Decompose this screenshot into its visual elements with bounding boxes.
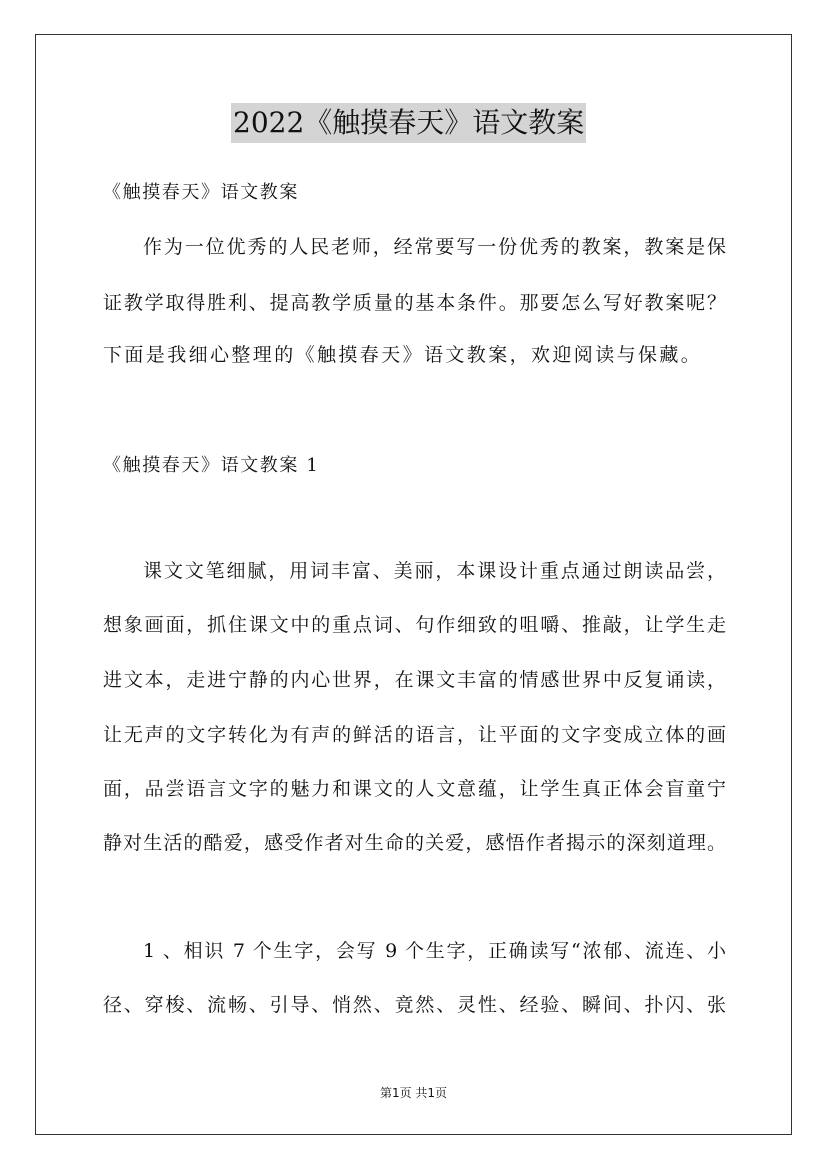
objective-line-1: 1 、相识 7 个生字，会写 9 个生字，正确读写“浓郁、流连、小 (143, 940, 726, 962)
body-line-5: 面，品尝语言文字的魅力和课文的人文意蕴，让学生真正体会盲童宁 (103, 778, 726, 800)
body-line-4: 让无声的文字转化为有声的鲜活的语言，让平面的文字变成立体的画 (103, 724, 726, 746)
intro-line-3: 下面是我细心整理的《触摸春天》语文教案，欢迎阅读与保藏。 (103, 344, 703, 366)
document-subtitle: 《触摸春天》语文教案 (103, 182, 299, 203)
body-line-2: 想象画面，抓住课文中的重点词、句作细致的咀嚼、推敲，让学生走 (103, 614, 726, 636)
objective-line-2: 径、穿梭、流畅、引导、悄然、竟然、灵性、经验、瞬间、扑闪、张 (103, 994, 726, 1016)
body-line-1: 课文文笔细腻，用词丰富、美丽，本课设计重点通过朗读品尝， (143, 560, 726, 582)
page-footer: 第1页 共1页 (379, 1086, 448, 1100)
document-title: 2022《触摸春天》语文教案 (231, 103, 586, 143)
body-line-6: 静对生活的酷爱，感受作者对生命的关爱，感悟作者揭示的深刻道理。 (103, 832, 726, 854)
body-line-3: 进文本，走进宁静的内心世界，在课文丰富的情感世界中反复诵读， (103, 669, 726, 691)
intro-line-2: 证教学取得胜利、提高教学质量的基本条件。那要怎么写好教案呢？ (103, 292, 726, 314)
section-heading: 《触摸春天》语文教案 1 (103, 455, 320, 476)
intro-line-1: 作为一位优秀的人民老师，经常要写一份优秀的教案，教案是保 (143, 236, 726, 258)
